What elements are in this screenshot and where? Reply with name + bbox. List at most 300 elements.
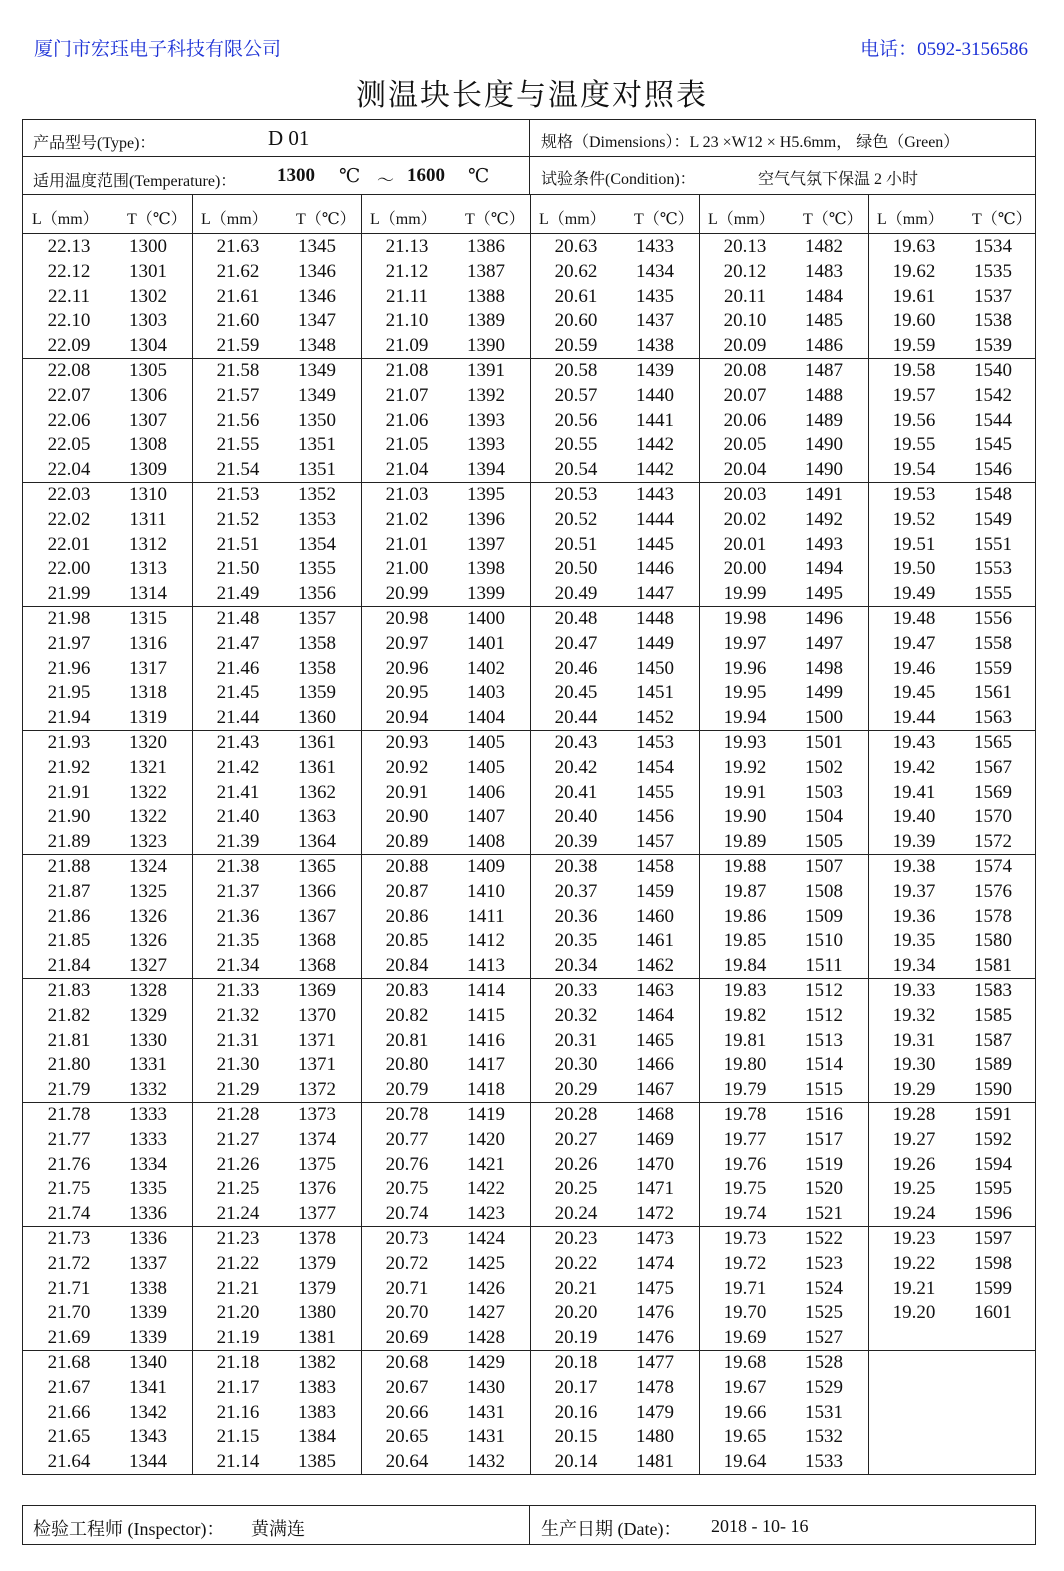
cell-length: 20.44: [554, 707, 598, 729]
cell-length: 21.03: [385, 484, 429, 505]
cell-length: 20.07: [723, 384, 767, 406]
cell-temperature: 1553: [974, 558, 1012, 580]
cell-length: 22.02: [47, 508, 91, 530]
cell-length: 20.01: [723, 533, 767, 555]
cell-length: 19.87: [723, 880, 767, 902]
cell-temperature: 1325: [129, 880, 167, 902]
cell-temperature: 1337: [129, 1252, 167, 1274]
cell-temperature: 1450: [636, 657, 674, 679]
cell-temperature: 1395: [467, 484, 505, 505]
cell-length: 19.42: [892, 756, 936, 778]
cell-length: 20.48: [554, 608, 598, 629]
cell-temperature: 1595: [974, 1178, 1012, 1200]
cell-length: 21.31: [216, 1029, 260, 1051]
cell-length: 19.99: [723, 583, 767, 605]
cell-temperature: 1514: [805, 1054, 843, 1076]
cell-length: 21.87: [47, 880, 91, 902]
cell-length: 21.16: [216, 1401, 260, 1423]
cell-length: 21.89: [47, 831, 91, 853]
cell-temperature: 1589: [974, 1054, 1012, 1076]
cell-temperature: 1420: [467, 1128, 505, 1150]
cell-length: 20.00: [723, 558, 767, 580]
cell-length: 20.98: [385, 608, 429, 629]
cell-length: 21.33: [216, 980, 260, 1001]
cell-length: 20.54: [554, 459, 598, 481]
cell-length: 21.07: [385, 384, 429, 406]
cell-length: 21.09: [385, 335, 429, 357]
cell-length: 21.30: [216, 1054, 260, 1076]
cell-length: 19.61: [892, 285, 936, 307]
cell-length: 20.58: [554, 360, 598, 381]
cell-length: 19.81: [723, 1029, 767, 1051]
temp-range-separator: ～: [377, 171, 394, 190]
column-divider: [361, 195, 362, 1474]
cell-length: 20.95: [385, 682, 429, 704]
cell-temperature: 1495: [805, 583, 843, 605]
cell-temperature: 1409: [467, 856, 505, 877]
cell-length: 20.53: [554, 484, 598, 505]
column-header-row: [23, 195, 1035, 234]
cell-temperature: 1453: [636, 732, 674, 753]
cell-length: 20.70: [385, 1302, 429, 1324]
cell-temperature: 1476: [636, 1327, 674, 1349]
cell-length: 20.85: [385, 930, 429, 952]
cell-temperature: 1558: [974, 632, 1012, 654]
cell-temperature: 1368: [298, 955, 336, 977]
cell-length: 19.96: [723, 657, 767, 679]
column-header-length: L（mm）: [708, 211, 775, 228]
cell-length: 19.54: [892, 459, 936, 481]
cell-length: 20.81: [385, 1029, 429, 1051]
cell-length: 20.55: [554, 434, 598, 456]
cell-length: 20.05: [723, 434, 767, 456]
cell-temperature: 1357: [298, 608, 336, 629]
cell-temperature: 1510: [805, 930, 843, 952]
cell-temperature: 1316: [129, 632, 167, 654]
condition-value: 空气气氛下保温 2 小时: [758, 171, 919, 188]
cell-length: 19.23: [892, 1228, 936, 1249]
cell-temperature: 1371: [298, 1029, 336, 1051]
cell-length: 21.91: [47, 781, 91, 803]
cell-temperature: 1433: [636, 236, 674, 257]
cell-temperature: 1342: [129, 1401, 167, 1423]
cell-temperature: 1569: [974, 781, 1012, 803]
cell-temperature: 1336: [129, 1203, 167, 1225]
cell-temperature: 1396: [467, 508, 505, 530]
cell-temperature: 1446: [636, 558, 674, 580]
cell-length: 22.03: [47, 484, 91, 505]
cell-temperature: 1326: [129, 930, 167, 952]
cell-length: 19.94: [723, 707, 767, 729]
cell-length: 20.49: [554, 583, 598, 605]
cell-length: 21.42: [216, 756, 260, 778]
cell-length: 20.24: [554, 1203, 598, 1225]
cell-temperature: 1561: [974, 682, 1012, 704]
cell-temperature: 1443: [636, 484, 674, 505]
cell-temperature: 1387: [467, 260, 505, 282]
cell-temperature: 1301: [129, 260, 167, 282]
cell-temperature: 1339: [129, 1327, 167, 1349]
cell-length: 20.14: [554, 1451, 598, 1473]
cell-length: 21.54: [216, 459, 260, 481]
cell-length: 20.64: [385, 1451, 429, 1473]
cell-length: 19.21: [892, 1277, 936, 1299]
cell-length: 22.12: [47, 260, 91, 282]
cell-length: 21.83: [47, 980, 91, 1001]
cell-length: 20.27: [554, 1128, 598, 1150]
cell-length: 21.05: [385, 434, 429, 456]
cell-temperature: 1431: [467, 1426, 505, 1448]
cell-temperature: 1361: [298, 756, 336, 778]
cell-length: 21.78: [47, 1104, 91, 1125]
cell-length: 20.22: [554, 1252, 598, 1274]
cell-length: 20.23: [554, 1228, 598, 1249]
cell-temperature: 1476: [636, 1302, 674, 1324]
cell-temperature: 1331: [129, 1054, 167, 1076]
cell-length: 21.02: [385, 508, 429, 530]
cell-temperature: 1383: [298, 1376, 336, 1398]
cell-temperature: 1339: [129, 1302, 167, 1324]
condition-label: 试验条件(Condition)：: [541, 171, 696, 188]
cell-temperature: 1413: [467, 955, 505, 977]
cell-length: 20.43: [554, 732, 598, 753]
cell-length: 22.13: [47, 236, 91, 257]
cell-length: 21.94: [47, 707, 91, 729]
cell-length: 21.43: [216, 732, 260, 753]
cell-temperature: 1388: [467, 285, 505, 307]
cell-temperature: 1326: [129, 905, 167, 927]
column-header-temperature: T（℃）: [127, 211, 187, 228]
cell-temperature: 1322: [129, 806, 167, 828]
cell-temperature: 1563: [974, 707, 1012, 729]
cell-temperature: 1372: [298, 1079, 336, 1101]
cell-temperature: 1494: [805, 558, 843, 580]
cell-length: 21.34: [216, 955, 260, 977]
cell-length: 21.27: [216, 1128, 260, 1150]
cell-length: 19.71: [723, 1277, 767, 1299]
cell-temperature: 1489: [805, 409, 843, 431]
cell-temperature: 1474: [636, 1252, 674, 1274]
cell-length: 21.67: [47, 1376, 91, 1398]
cell-temperature: 1462: [636, 955, 674, 977]
cell-temperature: 1354: [298, 533, 336, 555]
cell-length: 19.77: [723, 1128, 767, 1150]
cell-temperature: 1340: [129, 1352, 167, 1373]
cell-temperature: 1512: [805, 980, 843, 1001]
cell-temperature: 1565: [974, 732, 1012, 753]
cell-temperature: 1480: [636, 1426, 674, 1448]
cell-temperature: 1511: [805, 955, 843, 977]
cell-temperature: 1483: [805, 260, 843, 282]
cell-length: 21.75: [47, 1178, 91, 1200]
cell-length: 20.40: [554, 806, 598, 828]
temp-unit-max: ℃: [468, 166, 490, 187]
cell-length: 19.73: [723, 1228, 767, 1249]
cell-length: 20.47: [554, 632, 598, 654]
cell-temperature: 1482: [805, 236, 843, 257]
cell-length: 19.52: [892, 508, 936, 530]
cell-length: 22.11: [47, 285, 91, 307]
cell-length: 21.45: [216, 682, 260, 704]
cell-length: 20.74: [385, 1203, 429, 1225]
cell-length: 19.97: [723, 632, 767, 654]
cell-length: 20.77: [385, 1128, 429, 1150]
cell-temperature: 1441: [636, 409, 674, 431]
cell-temperature: 1490: [805, 434, 843, 456]
cell-temperature: 1411: [467, 905, 505, 927]
cell-temperature: 1471: [636, 1178, 674, 1200]
cell-temperature: 1516: [805, 1104, 843, 1125]
cell-temperature: 1473: [636, 1228, 674, 1249]
cell-temperature: 1428: [467, 1327, 505, 1349]
cell-temperature: 1486: [805, 335, 843, 357]
cell-temperature: 1353: [298, 508, 336, 530]
cell-temperature: 1488: [805, 384, 843, 406]
cell-length: 20.21: [554, 1277, 598, 1299]
cell-length: 21.37: [216, 880, 260, 902]
cell-temperature: 1439: [636, 360, 674, 381]
cell-temperature: 1375: [298, 1153, 336, 1175]
cell-length: 21.21: [216, 1277, 260, 1299]
cell-temperature: 1549: [974, 508, 1012, 530]
cell-temperature: 1540: [974, 360, 1012, 381]
cell-length: 20.15: [554, 1426, 598, 1448]
cell-temperature: 1381: [298, 1327, 336, 1349]
cell-temperature: 1385: [298, 1451, 336, 1473]
cell-temperature: 1343: [129, 1426, 167, 1448]
cell-length: 21.77: [47, 1128, 91, 1150]
cell-length: 20.66: [385, 1401, 429, 1423]
cell-temperature: 1570: [974, 806, 1012, 828]
cell-temperature: 1535: [974, 260, 1012, 282]
cell-length: 19.24: [892, 1203, 936, 1225]
cell-temperature: 1458: [636, 856, 674, 877]
column-header-temperature: T（℃）: [465, 211, 525, 228]
cell-temperature: 1451: [636, 682, 674, 704]
cell-temperature: 1310: [129, 484, 167, 505]
cell-temperature: 1470: [636, 1153, 674, 1175]
cell-length: 19.78: [723, 1104, 767, 1125]
cell-length: 19.49: [892, 583, 936, 605]
cell-length: 21.64: [47, 1451, 91, 1473]
cell-length: 20.28: [554, 1104, 598, 1125]
cell-length: 19.95: [723, 682, 767, 704]
cell-temperature: 1319: [129, 707, 167, 729]
cell-length: 19.91: [723, 781, 767, 803]
cell-temperature: 1502: [805, 756, 843, 778]
column-divider: [530, 195, 531, 1474]
cell-temperature: 1528: [805, 1352, 843, 1373]
cell-length: 20.82: [385, 1004, 429, 1026]
cell-temperature: 1364: [298, 831, 336, 853]
cell-temperature: 1374: [298, 1128, 336, 1150]
cell-temperature: 1344: [129, 1451, 167, 1473]
cell-temperature: 1448: [636, 608, 674, 629]
cell-length: 19.37: [892, 880, 936, 902]
cell-temperature: 1520: [805, 1178, 843, 1200]
cell-length: 20.88: [385, 856, 429, 877]
cell-length: 19.84: [723, 955, 767, 977]
cell-temperature: 1306: [129, 384, 167, 406]
cell-length: 19.83: [723, 980, 767, 1001]
cell-temperature: 1537: [974, 285, 1012, 307]
cell-length: 21.99: [47, 583, 91, 605]
cell-length: 19.22: [892, 1252, 936, 1274]
cell-temperature: 1423: [467, 1203, 505, 1225]
cell-length: 20.68: [385, 1352, 429, 1373]
cell-temperature: 1405: [467, 732, 505, 753]
cell-length: 21.38: [216, 856, 260, 877]
cell-length: 21.22: [216, 1252, 260, 1274]
cell-length: 20.79: [385, 1079, 429, 1101]
cell-temperature: 1356: [298, 583, 336, 605]
cell-length: 20.08: [723, 360, 767, 381]
cell-temperature: 1497: [805, 632, 843, 654]
cell-length: 19.90: [723, 806, 767, 828]
cell-temperature: 1362: [298, 781, 336, 803]
cell-temperature: 1455: [636, 781, 674, 803]
cell-length: 20.52: [554, 508, 598, 530]
cell-temperature: 1378: [298, 1228, 336, 1249]
cell-length: 21.47: [216, 632, 260, 654]
cell-length: 21.36: [216, 905, 260, 927]
temp-max: 1600: [407, 165, 445, 186]
cell-length: 19.68: [723, 1352, 767, 1373]
cell-temperature: 1412: [467, 930, 505, 952]
cell-length: 20.73: [385, 1228, 429, 1249]
cell-length: 20.91: [385, 781, 429, 803]
temp-unit-min: ℃: [339, 166, 361, 187]
cell-temperature: 1601: [974, 1302, 1012, 1324]
cell-length: 21.50: [216, 558, 260, 580]
cell-temperature: 1311: [129, 508, 167, 530]
cell-temperature: 1513: [805, 1029, 843, 1051]
cell-length: 20.03: [723, 484, 767, 505]
cell-length: 21.17: [216, 1376, 260, 1398]
cell-length: 19.92: [723, 756, 767, 778]
cell-length: 19.29: [892, 1079, 936, 1101]
cell-length: 20.26: [554, 1153, 598, 1175]
row-group-separator: [23, 606, 1035, 607]
date-value: 2018 - 10- 16: [711, 1516, 809, 1536]
cell-length: 19.56: [892, 409, 936, 431]
cell-temperature: 1594: [974, 1153, 1012, 1175]
cell-temperature: 1459: [636, 880, 674, 902]
cell-length: 20.38: [554, 856, 598, 877]
cell-length: 20.90: [385, 806, 429, 828]
cell-temperature: 1542: [974, 384, 1012, 406]
cell-temperature: 1472: [636, 1203, 674, 1225]
column-header-length: L（mm）: [370, 211, 437, 228]
cell-temperature: 1400: [467, 608, 505, 629]
cell-temperature: 1509: [805, 905, 843, 927]
cell-temperature: 1320: [129, 732, 167, 753]
company-name: 厦门市宏珏电子科技有限公司: [34, 38, 282, 60]
cell-temperature: 1370: [298, 1004, 336, 1026]
cell-length: 21.04: [385, 459, 429, 481]
cell-temperature: 1572: [974, 831, 1012, 853]
cell-length: 21.19: [216, 1327, 260, 1349]
cell-length: 20.06: [723, 409, 767, 431]
column-header-length: L（mm）: [539, 211, 606, 228]
cell-temperature: 1397: [467, 533, 505, 555]
cell-temperature: 1333: [129, 1128, 167, 1150]
phone-number: 电话：0592-3156586: [860, 39, 1028, 60]
cell-length: 21.70: [47, 1302, 91, 1324]
cell-length: 19.75: [723, 1178, 767, 1200]
cell-length: 20.86: [385, 905, 429, 927]
cell-temperature: 1598: [974, 1252, 1012, 1274]
cell-length: 21.81: [47, 1029, 91, 1051]
cell-length: 19.51: [892, 533, 936, 555]
cell-length: 21.68: [47, 1352, 91, 1373]
cell-length: 21.29: [216, 1079, 260, 1101]
cell-temperature: 1427: [467, 1302, 505, 1324]
cell-temperature: 1539: [974, 335, 1012, 357]
cell-temperature: 1479: [636, 1401, 674, 1423]
column-header-length: L（mm）: [201, 211, 268, 228]
cell-length: 22.07: [47, 384, 91, 406]
row-group-separator: [23, 730, 1035, 731]
cell-length: 20.11: [723, 285, 767, 307]
cell-length: 19.93: [723, 732, 767, 753]
cell-length: 20.76: [385, 1153, 429, 1175]
cell-temperature: 1341: [129, 1376, 167, 1398]
cell-temperature: 1303: [129, 310, 167, 332]
cell-temperature: 1499: [805, 682, 843, 704]
cell-length: 21.26: [216, 1153, 260, 1175]
cell-length: 19.70: [723, 1302, 767, 1324]
cell-temperature: 1475: [636, 1277, 674, 1299]
cell-length: 19.38: [892, 856, 936, 877]
cell-length: 19.47: [892, 632, 936, 654]
cell-length: 19.67: [723, 1376, 767, 1398]
cell-temperature: 1545: [974, 434, 1012, 456]
cell-temperature: 1461: [636, 930, 674, 952]
cell-temperature: 1421: [467, 1153, 505, 1175]
cell-temperature: 1332: [129, 1079, 167, 1101]
cell-temperature: 1442: [636, 434, 674, 456]
cell-length: 21.23: [216, 1228, 260, 1249]
row-group-separator: [23, 854, 1035, 855]
cell-length: 19.72: [723, 1252, 767, 1274]
cell-length: 19.46: [892, 657, 936, 679]
cell-length: 20.34: [554, 955, 598, 977]
cell-temperature: 1492: [805, 508, 843, 530]
column-divider: [868, 195, 869, 1474]
cell-temperature: 1415: [467, 1004, 505, 1026]
cell-length: 22.06: [47, 409, 91, 431]
cell-length: 20.96: [385, 657, 429, 679]
cell-length: 19.39: [892, 831, 936, 853]
column-header-length: L（mm）: [32, 211, 99, 228]
cell-length: 19.74: [723, 1203, 767, 1225]
inspector-label: 检验工程师 (Inspector)：: [33, 1519, 225, 1539]
cell-length: 19.89: [723, 831, 767, 853]
cell-temperature: 1581: [974, 955, 1012, 977]
dimensions-text: 规格（Dimensions）：L 23 ×W12 × H5.6mm， 绿色（Green）: [541, 134, 960, 151]
cell-temperature: 1515: [805, 1079, 843, 1101]
cell-length: 19.65: [723, 1426, 767, 1448]
cell-temperature: 1416: [467, 1029, 505, 1051]
cell-length: 21.73: [47, 1228, 91, 1249]
cell-length: 21.01: [385, 533, 429, 555]
cell-temperature: 1390: [467, 335, 505, 357]
cell-temperature: 1363: [298, 806, 336, 828]
cell-temperature: 1314: [129, 583, 167, 605]
cell-length: 21.98: [47, 608, 91, 629]
cell-temperature: 1587: [974, 1029, 1012, 1051]
